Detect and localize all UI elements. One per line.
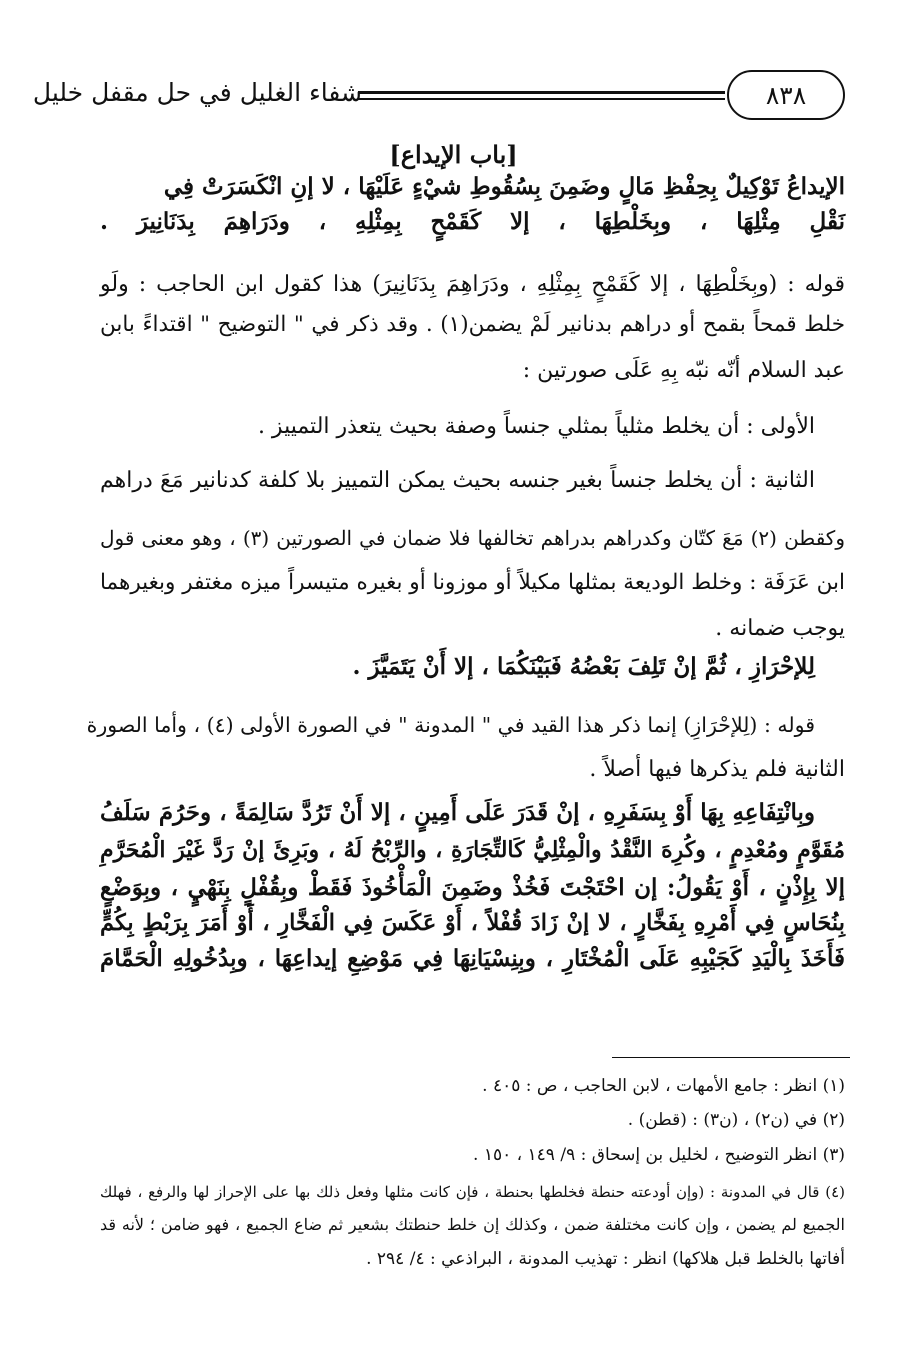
- commentary-line: خلط قمحاً بقمح أو دراهم بدنانير لَمْ يضمن(١) . وقد ذكر في " التوضيح " اقتداءً بابن: [100, 312, 845, 337]
- commentary-line: قوله : (وبِخَلْطِهَا ، إلا كَقَمْحٍ بِمِثْلِهِ ، ودَرَاهِمَ بِدَنَانِيرَ) هذا كقول ابن الحاجب : ولَو: [100, 272, 845, 297]
- commentary-line: الثانية فلم يذكرها فيها أصلاً .: [589, 757, 845, 782]
- commentary-line: وكقطن (٢) مَعَ كتّان وكدراهم بدراهم تخالفها فلا ضمان في الصورتين (٣) ، وهو معنى قول: [100, 526, 845, 550]
- matn-line: الإيداعُ تَوْكِيلٌ بِحِفْظِ مَالٍ وضَمِنَ بِسُقُوطِ شيْءٍ عَلَيْهَا ، لا إنِ انْكَسَرَتْ فِي: [163, 173, 845, 200]
- book-title: شفاء الغليل في حل مقفل خليل: [32, 78, 362, 107]
- matn-line: فَأَخَذَ بِالْيَدِ كَجَيْبِهِ عَلَى الْمُخْتَارِ ، وبِنِسْيَانِهَا فِي مَوْضِعِ إيداعِهَا ، وبِدُخُولِهِ الْحَمَّامَ: [100, 945, 845, 972]
- footnote: (١) انظر : جامع الأمهات ، لابن الحاجب ، ص : ٤٠٥ .: [482, 1076, 845, 1096]
- matn-line: وبِانْتِفَاعِهِ بِهَا أَوْ بِسَفَرِهِ ، إنْ قَدَرَ عَلَى أَمِينٍ ، إلا أَنْ تَرُدَّ سَالِمَةً ، وحَرُمَ سَلَفُ: [100, 799, 815, 826]
- commentary-line: الأولى : أن يخلط مثلياً بمثلي جنساً وصفة بحيث يتعذر التمييز .: [257, 414, 815, 439]
- commentary-line: عبد السلام أنّه نبّه بِهِ عَلَى صورتين :: [522, 358, 845, 383]
- footnote: أفاتها بالخلط قبل هلاكها) انظر : تهذيب المدونة ، البراذعي : ٤/ ٢٩٤ .: [366, 1249, 845, 1269]
- matn-line: إلا بِإِذْنٍ ، أَوْ يَقُولُ: إن احْتَجْتَ فَخُذْ وضَمِنَ الْمَأْخُوذَ فَقَطْ وبِقُفْلٍ بِنَهْيٍ ، وبِوَضْعٍ: [100, 874, 845, 901]
- matn-line: مُقَوَّمٍ ومُعْدِمٍ ، وكُرِهَ النَّقْدُ والْمِثْلِيُّ كَالتِّجَارَةِ ، والرِّبْحُ لَهُ ، وبَرِئَ إنْ رَدَّ غَيْرَ الْمُحَرَّمِ: [100, 837, 845, 863]
- footnote: (٣) انظر التوضيح ، لخليل بن إسحاق : ٩/ ١٤٩ ، ١٥٠ .: [473, 1145, 845, 1165]
- section-heading: [باب الإيداع]: [389, 140, 518, 169]
- commentary-line: الثانية : أن يخلط جنساً بغير جنسه بحيث يمكن التمييز بلا كلفة كدنانير مَعَ دراهم: [100, 468, 815, 493]
- matn-line: لِلإحْرَازِ ، ثُمَّ إنْ تَلِفَ بَعْضُهُ فَبَيْنَكُمَا ، إلا أَنْ يَتَمَيَّزَ .: [352, 653, 815, 680]
- matn-line: نَقْلِ مِثْلِهَا ، وبِخَلْطِهَا ، إلا كَقَمْحٍ بِمِثْلِهِ ، ودَرَاهِمَ بِدَنَانِيرَ .: [100, 208, 845, 235]
- commentary-line: قوله : (لِلإحْرَازِ) إنما ذكر هذا القيد في " المدونة " في الصورة الأولى (٤) ، وأما الصورة: [86, 713, 815, 737]
- matn-line: بِنُحَاسٍ فِي أَمْرِهِ بِفَخَّارٍ ، لا إنْ زَادَ قُفْلاً ، أَوْ عَكَسَ فِي الْفَخَّارِ ، أَوْ أَمَرَ بِرَبْطٍ بِكُمٍّ: [100, 910, 845, 936]
- footnote: الجميع لم يضمن ، وإن كانت مختلفة ضمن ، وكذلك إن خلط حنطتك بشعير ثم ضاع الجميع ، فهو ضامن ؛ لأنه قد: [100, 1215, 845, 1234]
- footnote: (٤) قال في المدونة : (وإن أودعته حنطة فخلطها بحنطة ، فإن كانت مثلها وفعل ذلك بها على الإحراز لها والرفع ، فهلك: [100, 1183, 845, 1201]
- commentary-line: ابن عَرَفَة : وخلط الوديعة بمثلها مكيلاً أو موزونا أو بغيره متيسراً ميزه مغتفر وبغيرهما: [100, 570, 845, 595]
- commentary-line: يوجب ضمانه .: [715, 616, 845, 641]
- page-number: ٨٣٨: [727, 70, 845, 120]
- footnotes: [32, 0, 845, 1300]
- footnote: (٢) في (ن٢) ، (ن٣) : (قطن) .: [627, 1110, 845, 1130]
